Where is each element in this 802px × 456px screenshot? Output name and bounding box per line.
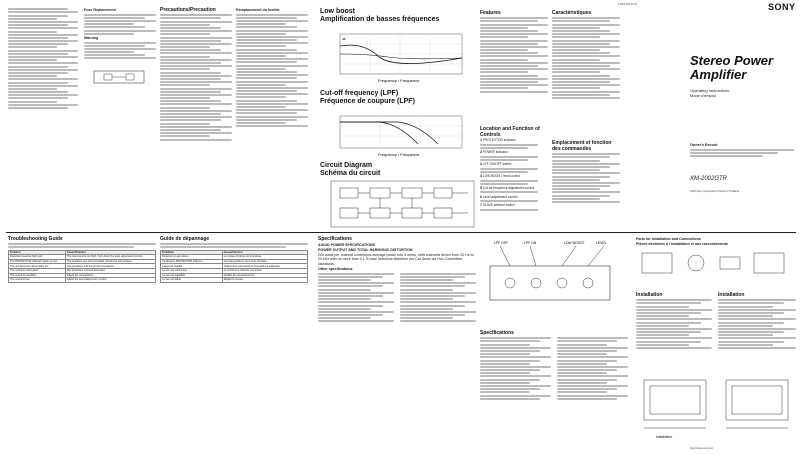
table-row: The sound is inaudible Check the connections. (9, 273, 156, 278)
installation-heading: Installation (636, 292, 663, 298)
lowboost-xlabel: Frequency / Fréquence (378, 78, 420, 83)
lowboost-block (320, 8, 470, 24)
audio-power-specs-1: AUDIO POWER SPECIFICATIONS (318, 243, 376, 247)
install-label: Installation (656, 435, 673, 439)
circuit-block (320, 162, 470, 178)
model-number: XM-2002GTR (690, 176, 728, 182)
precautions-column (160, 7, 232, 142)
specs-statement: 200 watts per channel continuous average power into 4 ohms, both channels driven from 20 Hz to 20 kHz with no more than 0.1 % total harmonic distortion per Car Audio Ad Hoc Committee standards. (318, 252, 474, 266)
circuit-diagram (330, 180, 475, 228)
parts-section (636, 236, 796, 288)
control-6: 6 Level adjustment control (480, 194, 518, 199)
table-row: The sound is interrupted The protective circuit is activated. (9, 268, 156, 273)
table-row: The unit becomes abnormally hot Use speakers with the proper impedance. (9, 264, 156, 269)
product-title-line2: Amplifier (690, 67, 747, 82)
specs-right-heading: Specifications (480, 330, 514, 336)
label-lpf-on: LPF ON (524, 241, 537, 245)
depannage-section (160, 236, 308, 283)
control-1: 1 PROTECTOR indicator (480, 138, 516, 142)
remplacement-column (236, 7, 308, 128)
table-row: L'indicateur PROTECTOR s'allume Les haut-parleurs sont court-circuités. (161, 259, 308, 264)
table-row: Le son est faible Réglez le niveau. (161, 278, 308, 283)
lowboost-graph (338, 32, 466, 86)
parts-illustration (636, 247, 794, 287)
depannage-heading: Guide de dépannage (160, 236, 210, 242)
manual-fr: Mode d'emploi (690, 93, 716, 98)
product-title-line1: Stereo Power (690, 53, 774, 68)
cutoff-xlabel: Frequency / Fréquence (378, 152, 420, 157)
control-5: 5 Cut-off frequency adjustment control (480, 185, 535, 190)
lowboost-title-fr: Amplification de basses fréquences (320, 16, 440, 23)
table-row: The PROTECTOR indicator lights up red The speakers are short-circuited. Check the connections. (9, 259, 156, 264)
control-4: 4 LOW BOOST level control (480, 173, 521, 178)
label-lpf-off: LPF OFF (494, 241, 508, 245)
cutoff-title: Cut-off frequency (LPF) (320, 90, 399, 97)
parts-heading-fr: Pièces destinées à l'installation et aux raccordements (636, 242, 728, 247)
troubleshooting-table: Problem Cause/Solution Distortion heard at high gain The input level is too high. Turn down the level adjustment control. The PROTECTOR indicator lights up red The speakers are short-circuited. Check the connections. The unit becomes abnormally hot Use speakers with the proper impedance. The sound is interrupted The protective circuit is activated. The sound is inaudible Check the connections. The sound is low Adjust the level adjustment control. (8, 250, 156, 283)
table-row: Le son est interrompu Le circuit de protection est activé. (161, 268, 308, 273)
precautions-heading: Precautions/Precaution (160, 7, 216, 13)
fuse-column (84, 7, 156, 92)
cutoff-graph (338, 114, 466, 160)
specifications-section (318, 236, 476, 324)
location-heading: Location and Function of Controls (480, 126, 540, 138)
troubleshooting-heading: Troubleshooting Guide (8, 236, 63, 242)
specs-right (480, 330, 628, 401)
troubleshooting-section (8, 236, 156, 283)
specifications-heading: Specifications (318, 236, 352, 242)
website-url: http://www.sony.net/ (690, 447, 714, 450)
features-column (480, 10, 548, 94)
table-row: Distorsion à gain élevé Le niveau d'entrée est trop élevé. (161, 255, 308, 260)
table-row: L'appareil chauffe Utilisez des haut-parleurs d'impédance adéquate. (161, 264, 308, 269)
features-heading: Features (480, 10, 501, 16)
depannage-table: Problème Cause/Solution Distorsion à gain élevé Le niveau d'entrée est trop élevé. L'indicateur PROTECTOR s'allume Les haut-parleurs sont court-circuités. L'appareil chauffe Utilisez des haut-parleurs d'impédance adéquate. Le son est interrompu Le circuit de protection est activé. Le son est inaudible Vérifiez les raccordements. Le son est faible Réglez le niveau. (160, 250, 308, 283)
owners-record-heading: Owner's Record (690, 143, 718, 147)
audio-power-specs-2: POWER OUTPUT AND TOTAL HARMONIC DISTORTION (318, 248, 413, 253)
installation-heading-fr: Installation (718, 292, 745, 298)
other-specs-heading: Other specifications (318, 267, 353, 272)
label-lowboost: LOW BOOST (564, 241, 585, 245)
fuse-heading: Fuse Replacement (84, 8, 116, 12)
fuse-illustration (84, 63, 154, 91)
warning-heading: Warning (84, 35, 99, 40)
lowboost-db-label: dB (342, 37, 346, 41)
connection-illustration (480, 236, 628, 324)
doc-number: 4-993-784-11 (1) (618, 3, 638, 6)
manual-titles (690, 88, 729, 98)
caracteristiques-column (552, 10, 620, 100)
control-2: 2 POWER indicator (480, 149, 508, 154)
manual-en: Operating Instructions (690, 88, 730, 93)
middle-divider (6, 232, 796, 233)
copyright: 2000 Sony Corporation Printed in Thailand (690, 190, 739, 193)
emplacement-column (552, 140, 620, 204)
lowboost-title: Low boost (320, 8, 355, 15)
table-row: Distortion heard at high gain The input level is too high. Turn down the level adjustment control. (9, 255, 156, 260)
cutoff-block (320, 90, 470, 106)
cutoff-title-fr: Fréquence de coupure (LPF) (320, 98, 415, 105)
owners-record (690, 142, 794, 158)
location-column (480, 126, 548, 212)
emplacement-heading: Emplacement et fonction des commandes (552, 140, 612, 152)
brand-logo: SONY (768, 2, 796, 12)
parts-heading: Parts for Installation and Connections (636, 237, 701, 241)
label-level: LEVEL (596, 241, 607, 245)
caracteristiques-heading: Caractéristiques (552, 10, 592, 16)
remplacement-heading: Remplacement du fusible (236, 8, 280, 12)
installation-column (636, 292, 712, 350)
intro-column (8, 7, 78, 110)
table-row: The sound is low Adjust the level adjustment control. (9, 278, 156, 283)
circuit-title: Circuit Diagram (320, 162, 373, 169)
installation-drawing (636, 370, 796, 446)
control-3: 3 LPF ON/OFF switch (480, 161, 512, 166)
circuit-title-fr: Schéma du circuit (320, 170, 381, 177)
installation-fr-column (718, 292, 796, 350)
table-row: Le son est inaudible Vérifiez les raccordements. (161, 273, 308, 278)
control-7: 7 SLAVE selector switch (480, 203, 515, 208)
